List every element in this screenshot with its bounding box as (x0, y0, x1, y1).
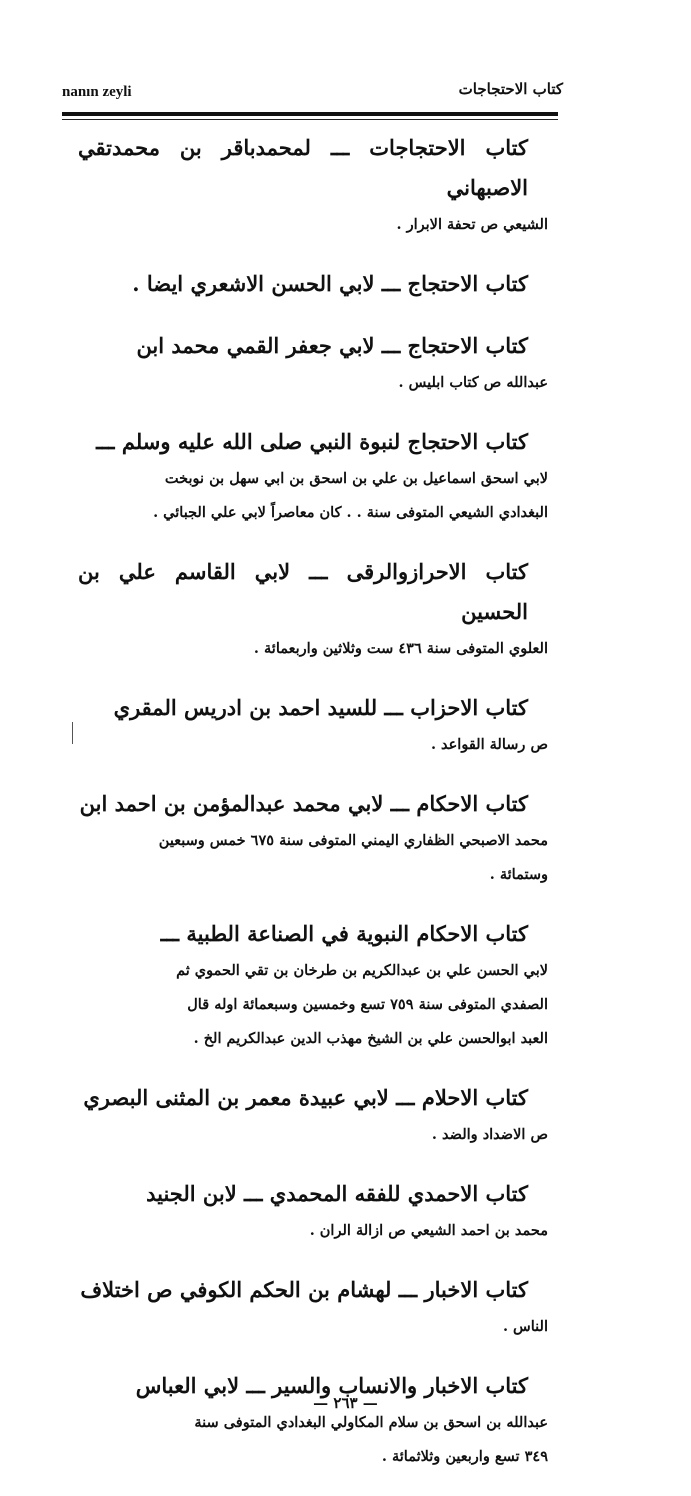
book-entry (78, 552, 548, 666)
entry-author-start: ـــ لابي محمد عبدالمؤمن بن احمد ابن (79, 791, 410, 816)
entry-heading-line (78, 326, 548, 366)
entry-body-line: لابي الحسن علي بن عبدالكريم بن طرخان بن تقي الحموي ثم (176, 962, 548, 979)
entry-author-start: ـــ للسيد احمد بن ادريس المقري (113, 695, 403, 720)
book-entry (78, 1174, 548, 1248)
book-entry (78, 1366, 548, 1474)
book-entry (78, 914, 548, 1056)
entry-body-line: الناس . (502, 1318, 548, 1335)
entry-author-start: ـــ لابي القاسم علي بن الحسين (78, 559, 528, 624)
entry-heading-line (78, 1078, 548, 1118)
entry-heading-line (78, 914, 548, 954)
entry-author-start: ـــ لابي جعفر القمي محمد ابن (136, 333, 401, 358)
entry-author-start: ـــ (160, 921, 180, 946)
entry-heading-line (78, 688, 548, 728)
header-rule-thick (62, 112, 558, 116)
entry-author-start: ـــ لهشام بن الحكم الكوفي ص اختلاف (80, 1277, 418, 1302)
entry-author-start: ـــ لابي العباس (135, 1373, 265, 1398)
entry-title: كتاب الاحرازوالرقى (346, 559, 529, 584)
entry-title: كتاب الاحتجاجات (369, 135, 528, 160)
entry-author-start: ـــ لابن الجنيد (146, 1181, 263, 1206)
entry-body-line: وستمائة . (489, 866, 548, 883)
running-header-left: nanın zeyli (62, 84, 132, 100)
book-entry (78, 1078, 548, 1152)
book-entry (78, 128, 548, 242)
entry-body-line: محمد الاصبحي الظفاري اليمني المتوفى سنة ٦٧٥ خمس وسبعين (158, 832, 548, 849)
book-entry (78, 1270, 548, 1344)
entry-body-line: لابي اسحق اسماعيل بن علي بن اسحق بن ابي سهل بن نوبخت (164, 470, 548, 487)
entry-body-line: العبد ابوالحسن علي بن الشيخ مهذب الدين عبدالكريم الخ . (193, 1030, 548, 1047)
entry-body-line: عبدالله ص كتاب ابليس . (398, 374, 548, 391)
entry-title: كتاب الاحكام (416, 791, 528, 816)
book-entry (78, 784, 548, 892)
entry-heading-line (78, 552, 548, 632)
book-entry (78, 326, 548, 400)
entry-author-start: ـــ لابي عبيدة معمر بن المثنى البصري (83, 1085, 415, 1110)
entry-heading-line (78, 1270, 548, 1310)
entry-title: كتاب الاحكام النبوية في الصناعة الطبية (186, 921, 528, 946)
entry-title: كتاب الاحلام (421, 1085, 528, 1110)
margin-mark (72, 722, 73, 744)
entry-title: كتاب الاحتجاج لنبوة النبي صلى الله عليه وسلم (121, 429, 528, 454)
entry-heading-line (78, 784, 548, 824)
entries-list (78, 128, 548, 1496)
entry-title: كتاب الاخبار (424, 1277, 528, 1302)
entry-author-start: ـــ لابي الحسن الاشعري ايضا . (132, 271, 401, 296)
entry-author-start: ـــ (96, 429, 115, 454)
header-rule-thin (62, 119, 558, 120)
entry-heading-line (78, 128, 548, 208)
entry-body-line: عبدالله بن اسحق بن سلام المكاولي البغدادي المتوفى سنة (194, 1414, 548, 1431)
entry-title: كتاب الاحزاب (410, 695, 528, 720)
entry-heading-line (78, 1174, 548, 1214)
entry-title: كتاب الاحتجاج (407, 333, 528, 358)
entry-heading-line (78, 422, 548, 462)
book-entry (78, 264, 548, 304)
entry-title: كتاب الاحتجاج (407, 271, 528, 296)
entry-body-line: العلوي المتوفى سنة ٤٣٦ ست وثلاثين واربعمائة . (253, 640, 548, 657)
entry-body-line: البغدادي الشيعي المتوفى سنة . . كان معاصراً لابي علي الجبائي . (153, 504, 548, 521)
entry-body-line: الشيعي ص تحفة الابرار . (396, 216, 548, 233)
entry-body-line: ص رسالة القواعد . (430, 736, 548, 753)
entry-body-line: ص الاضداد والضد . (431, 1126, 548, 1143)
entry-body-line: محمد بن احمد الشيعي ص ازالة الران . (309, 1222, 548, 1239)
book-entry (78, 688, 548, 762)
entry-heading-line (78, 264, 548, 304)
entry-body-line: الصفدي المتوفى سنة ٧٥٩ تسع وخمسين وسبعمائة اوله قال (187, 996, 548, 1013)
entry-title: كتاب الاحمدي للفقه المحمدي (269, 1181, 528, 1206)
book-entry (78, 422, 548, 530)
entry-author-start: ـــ لمحمدباقر بن محمدتقي الاصبهاني (78, 135, 528, 200)
page-number: — ٢٦٣ — (313, 1394, 378, 1412)
entry-body-line: ٣٤٩ تسع واربعين وثلاثمائة . (381, 1448, 548, 1465)
entry-title: كتاب الاخبار والانساب والسير (272, 1373, 528, 1398)
running-header-right: كتاب الاحتجاجات (458, 80, 563, 98)
